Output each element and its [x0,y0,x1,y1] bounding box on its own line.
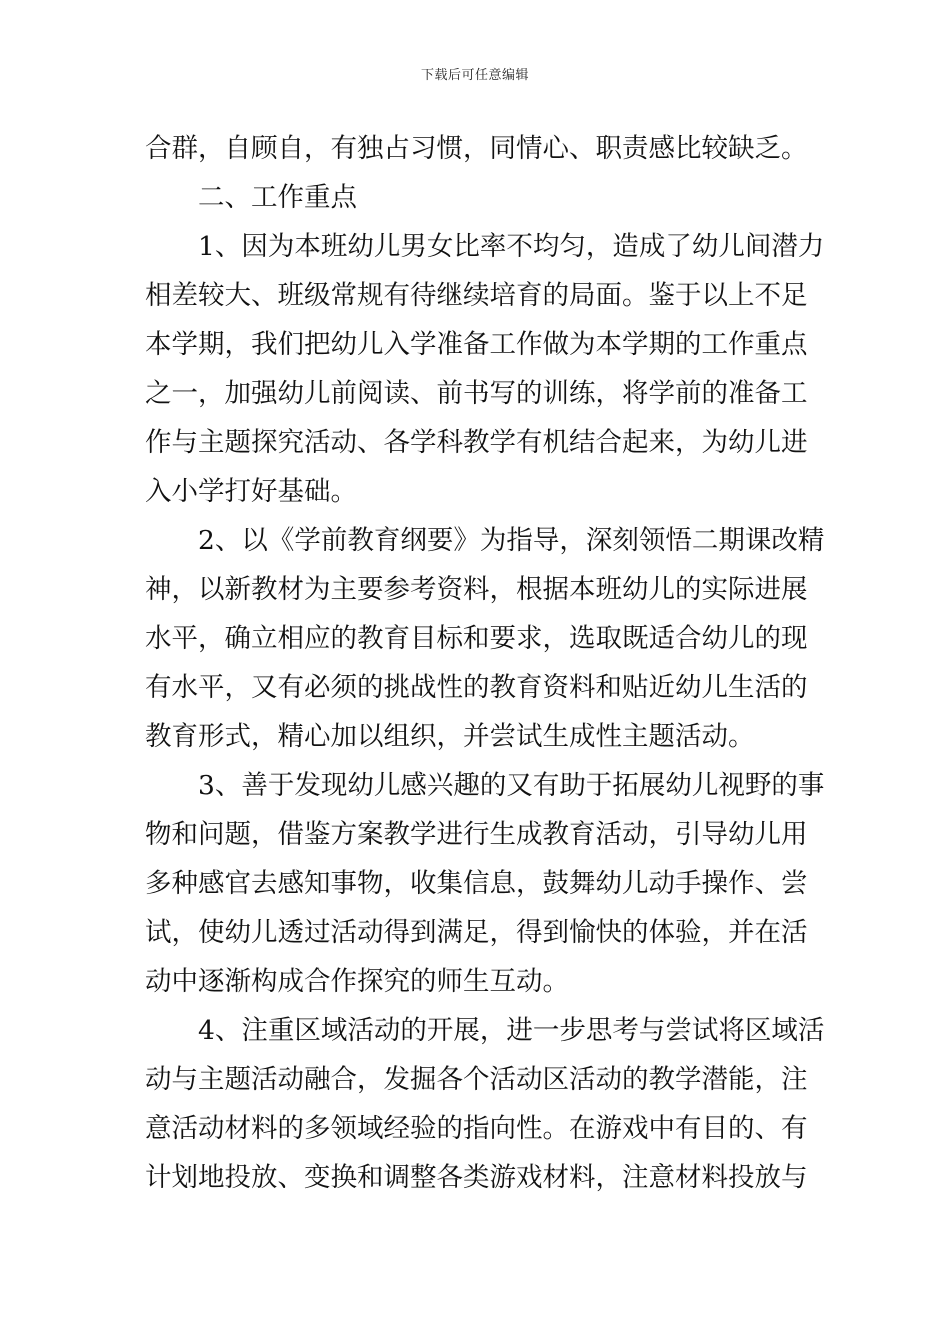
page-header: 下载后可任意编辑 [420,68,529,83]
text-line: 2、以《学前教育纲要》为指导，深刻领悟二期课改精 [198,525,825,556]
text-line: 之一，加强幼儿前阅读、前书写的训练，将学前的准备工 [145,378,808,409]
text-line: 动与主题活动融合，发掘各个活动区活动的教学潜能，注 [145,1064,808,1095]
text-line: 作与主题探究活动、各学科教学有机结合起来，为幼儿进 [145,427,808,458]
text-line: 多种感官去感知事物，收集信息，鼓舞幼儿动手操作、尝 [145,868,808,899]
text-line: 1、因为本班幼儿男女比率不均匀，造成了幼儿间潜力 [198,231,825,262]
text-line: 计划地投放、变换和调整各类游戏材料，注意材料投放与 [145,1162,808,1193]
document-body [145,124,825,1202]
text-line: 动中逐渐构成合作探究的师生互动。 [145,966,569,997]
text-line: 水平，确立相应的教育目标和要求，选取既适合幼儿的现 [145,623,808,654]
text-line: 有水平，又有必须的挑战性的教育资料和贴近幼儿生活的 [145,672,808,703]
text-line: 神，以新教材为主要参考资料，根据本班幼儿的实际进展 [145,574,808,605]
text-line: 试，使幼儿透过活动得到满足，得到愉快的体验，并在活 [145,917,808,948]
text-line: 意活动材料的多领域经验的指向性。在游戏中有目的、有 [145,1113,808,1144]
text-line: 3、善于发现幼儿感兴趣的又有助于拓展幼儿视野的事 [198,770,825,801]
text-line: 教育形式，精心加以组织，并尝试生成性主题活动。 [145,721,755,752]
text-line: 4、注重区域活动的开展，进一步思考与尝试将区域活 [198,1015,825,1046]
section-heading: 二、工作重点 [198,182,357,213]
text-line: 入小学打好基础。 [145,476,357,507]
text-line: 物和问题，借鉴方案教学进行生成教育活动，引导幼儿用 [145,819,808,850]
text-line: 相差较大、班级常规有待继续培育的局面。鉴于以上不足 [145,280,808,311]
text-line: 合群，自顾自，有独占习惯，同情心、职责感比较缺乏。 [145,133,808,164]
text-line: 本学期，我们把幼儿入学准备工作做为本学期的工作重点 [145,329,808,360]
